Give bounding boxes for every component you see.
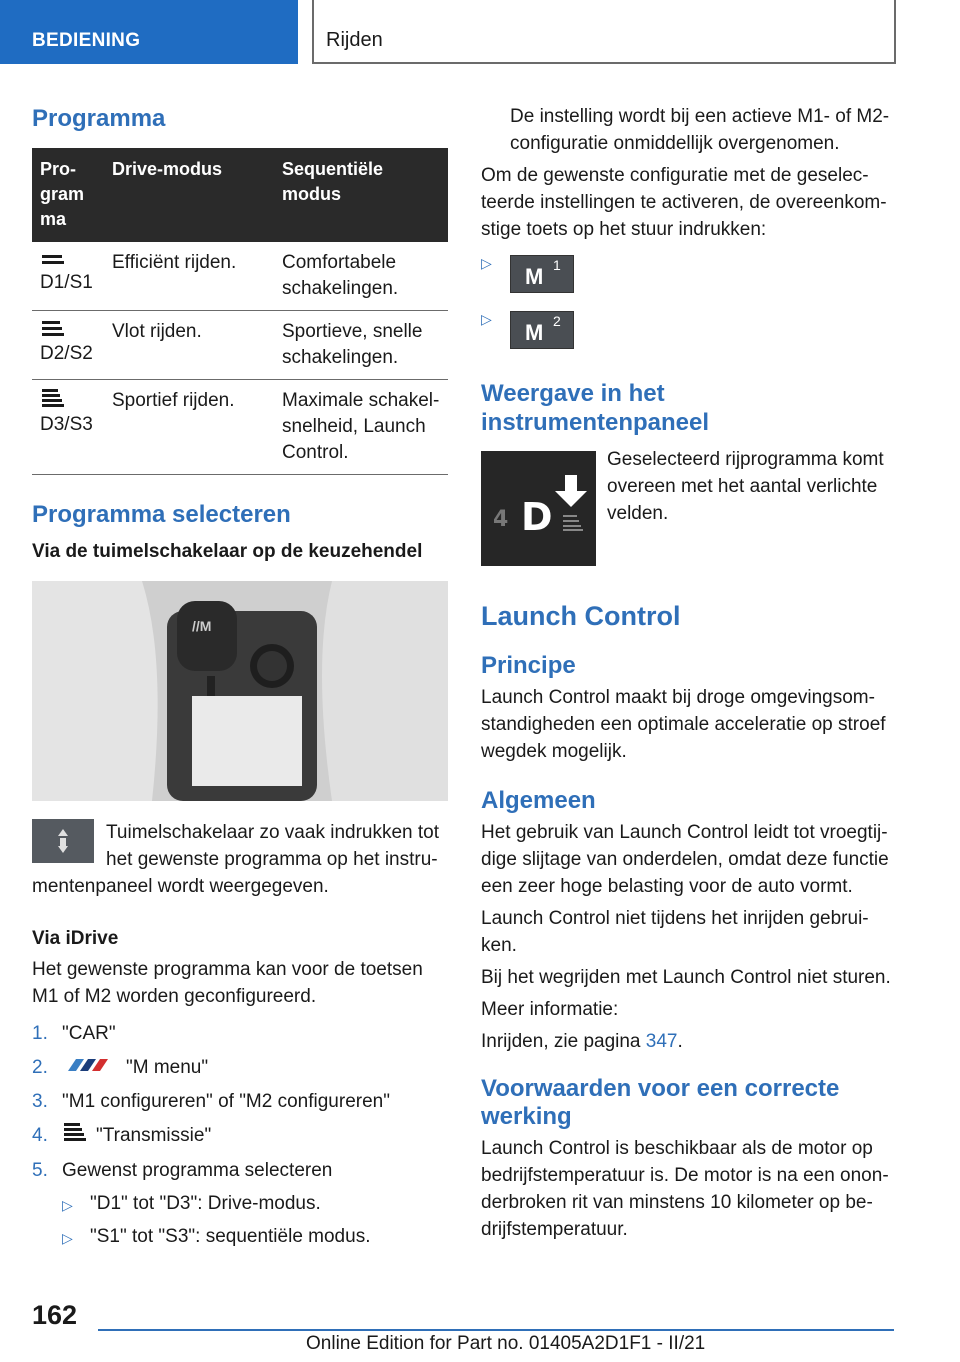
triangle-bullet-icon: ▷	[62, 1230, 73, 1247]
idrive-subheading: Via iDrive	[32, 928, 119, 949]
idrive-text: Het gewenste programma kan voor de toetsen M1 of M2 worden geconfigureerd.	[32, 959, 423, 1007]
list-item	[32, 1157, 448, 1250]
list-item	[32, 1088, 448, 1115]
rocker-text: Tuimelschakelaar zo vaak indrukken tot het gewenste programma op het instru-mentenpaneel wordt weergegeven.	[32, 822, 440, 897]
reference-end: .	[677, 1031, 683, 1052]
chapter-title: Rijden	[326, 29, 383, 51]
m1-button-icon	[510, 255, 574, 293]
table-row	[32, 311, 448, 380]
substep-text: "S1" tot "S3": sequentiële modus.	[90, 1226, 371, 1248]
steps-list	[32, 1020, 448, 1250]
select-heading: Programma selecteren	[32, 501, 291, 528]
gear-selector-photo	[32, 581, 448, 801]
m1-letter: M	[525, 264, 544, 289]
m1-number: 1	[553, 257, 561, 273]
program-label: D1/S1	[40, 272, 93, 293]
step-text: "Transmissie"	[96, 1125, 212, 1147]
step-number: 2.	[32, 1057, 48, 1078]
table-row	[32, 380, 448, 475]
rocker-subheading: Via de tuimelschakelaar op de keuzehendel	[32, 541, 423, 562]
list-item	[62, 1223, 448, 1250]
list-item	[32, 1054, 448, 1081]
page-reference-link[interactable]: 347	[645, 1031, 678, 1052]
table-row	[32, 242, 448, 311]
programma-heading: Programma	[32, 105, 166, 132]
chapter-tab	[312, 0, 896, 64]
display-block	[481, 451, 897, 571]
triangle-bullet-icon: ▷	[62, 1197, 73, 1214]
triangle-bullet-icon: ▷	[481, 311, 492, 327]
display-text: Geselecteerd rijprogramma komt overeen met het aantal verlichte velden.	[607, 449, 884, 524]
m2-button-row	[481, 311, 897, 353]
substeps-list	[62, 1190, 448, 1250]
program-label: D2/S2	[40, 343, 93, 364]
rocker-paragraph	[32, 819, 448, 900]
m2-letter: M	[525, 320, 544, 345]
step-number: 4.	[32, 1125, 48, 1147]
section-title: BEDIENING	[32, 30, 141, 51]
program-table	[32, 148, 448, 475]
gear-level-1-icon	[40, 250, 96, 266]
gear-level-3-icon	[40, 388, 96, 408]
general-heading: Algemeen	[481, 787, 596, 814]
drive-cell: Efficiënt rijden.	[104, 242, 274, 311]
step-text: "M menu"	[126, 1057, 209, 1078]
conditions-heading: Voorwaarden voor een correcte werking	[481, 1075, 840, 1130]
step-number: 1.	[32, 1023, 48, 1044]
activate-text: Om de gewenste configuratie met de geselec-teerde instellingen te activeren, de overeenkom-stige toets op het stuur indrukken:	[481, 165, 887, 240]
substep-text: "D1" tot "D3": Drive-modus.	[90, 1193, 321, 1215]
program-label: D3/S3	[40, 414, 93, 435]
reference-line	[481, 1028, 897, 1055]
program-cell	[32, 380, 104, 475]
list-item	[32, 1122, 448, 1150]
display-heading: Weergave in het instrumentenpaneel	[481, 380, 710, 436]
m2-number: 2	[553, 313, 561, 329]
m2-button-icon	[510, 311, 574, 349]
general-text-2: Launch Control niet tijdens het inrijden gebrui-ken.	[481, 908, 869, 956]
more-info-text: Meer informatie:	[481, 999, 619, 1020]
step-text: "M1 configureren" of "M2 configureren"	[62, 1091, 390, 1113]
conditions-text: Launch Control is beschikbaar als de motor op bedrijfstemperatuur is. De motor is na een onon-derbroken rit van minstens 10 kilometer op be-drijfstemperatuur.	[481, 1138, 889, 1240]
list-item	[32, 1020, 448, 1047]
header-sequential: Sequentiële modus	[274, 148, 448, 242]
step-number: 3.	[32, 1091, 48, 1113]
program-cell	[32, 311, 104, 380]
edition-text: Online Edition for Part no. 01405A2D1F1 - II/21	[306, 1333, 706, 1354]
header-drive: Drive-modus	[104, 148, 274, 242]
rocker-switch-icon	[32, 819, 94, 863]
reference-text: Inrijden, zie pagina	[481, 1031, 646, 1052]
display-number: 4	[493, 507, 509, 532]
launch-control-heading: Launch Control	[481, 601, 681, 631]
m1-button-row	[481, 255, 897, 297]
intro-text: De instelling wordt bij een actieve M1- of M2-configuratie onmiddellijk overgenomen.	[510, 106, 890, 154]
instrument-display-image	[481, 451, 596, 566]
program-cell	[32, 242, 104, 311]
header-program: Pro- gram ma	[32, 148, 104, 242]
general-text-3: Bij het wegrijden met Launch Control niet sturen.	[481, 967, 891, 988]
principle-text: Launch Control maakt bij droge omgevingsom-standigheden een optimale acceleratie op stroef wegdek mogelijk.	[481, 687, 886, 762]
list-item	[62, 1190, 448, 1217]
page-number: 162	[32, 1300, 78, 1330]
drive-cell: Vlot rijden.	[104, 311, 274, 380]
footer-divider	[98, 1329, 894, 1331]
svg-text://M: //M	[192, 618, 212, 634]
left-column	[32, 100, 448, 1257]
gear-bars-icon	[563, 515, 583, 531]
sequential-cell: Comfortabele schakelingen.	[274, 242, 448, 311]
general-text-1: Het gebruik van Launch Control leidt tot vroegtij-dige slijtage van onderdelen, omdat deze functie een zeer hoge belasting voor de auto vormt.	[481, 822, 889, 897]
step-text: "CAR"	[62, 1023, 116, 1044]
table-header-row	[32, 148, 448, 242]
step-text: Gewenst programma selecteren	[62, 1160, 333, 1182]
sequential-cell: Maximale schakel- snelheid, Launch Control.	[274, 380, 448, 475]
sequential-cell: Sportieve, snelle schakelingen.	[274, 311, 448, 380]
display-gear: D	[521, 495, 553, 539]
drive-cell: Sportief rijden.	[104, 380, 274, 475]
gear-level-2-icon	[40, 319, 96, 337]
triangle-bullet-icon: ▷	[481, 255, 492, 271]
right-column	[481, 100, 897, 1243]
transmission-icon	[62, 1122, 88, 1150]
shift-arrow-icon	[551, 473, 591, 513]
m-menu-icon	[62, 1054, 116, 1081]
section-tab	[0, 0, 298, 64]
principle-heading: Principe	[481, 652, 576, 679]
step-number: 5.	[32, 1160, 48, 1182]
